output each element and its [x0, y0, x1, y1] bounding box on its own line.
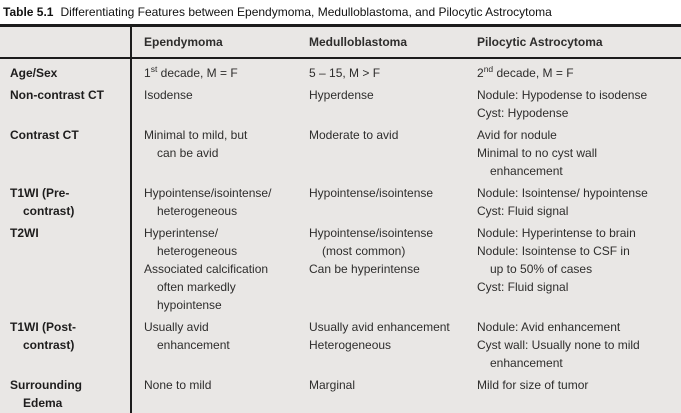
row-label [0, 224, 131, 314]
cell-line: Nodule: Isointense/ hypointense [477, 186, 648, 200]
table-header-row [0, 27, 681, 59]
cell-ependymoma [131, 224, 296, 314]
cell-line: Nodule: Hypodense to isodense [477, 88, 648, 102]
cell-line: enhancement [490, 356, 563, 370]
cell-ependymoma [131, 64, 296, 82]
cell-line: Cyst: Fluid signal [477, 280, 569, 294]
cell-ependymoma [131, 184, 296, 220]
table-row [0, 86, 681, 122]
cell-line: Nodule: Hyperintense to brain [477, 226, 636, 240]
cell-line: Moderate to avid [309, 128, 399, 142]
cell-line: Isodense [144, 88, 193, 102]
cell-line: Associated calcification [144, 262, 269, 276]
header-empty [0, 35, 131, 50]
cell-pilocytic-astrocytoma [464, 376, 681, 412]
cell-line: Hyperintense/ [144, 226, 219, 240]
cell-line: Usually avid enhancement [309, 320, 450, 334]
cell-line: heterogeneous [157, 244, 238, 258]
cell-line: Usually avid [144, 320, 209, 334]
cell-line: Hypointense/isointense [309, 226, 434, 240]
row-label-line: contrast) [23, 204, 75, 218]
cell-line: often markedly [157, 280, 236, 294]
cell-line: heterogeneous [157, 204, 238, 218]
cell-medulloblastoma [296, 126, 464, 180]
cell-pilocytic-astrocytoma [464, 64, 681, 82]
cell-line: can be avid [157, 146, 219, 160]
cell-line: Marginal [309, 378, 356, 392]
cell-line: Mild for size of tumor [477, 378, 589, 392]
table-row [0, 318, 681, 372]
cell-line: 2nd decade, M = F [477, 64, 574, 80]
row-label [0, 86, 131, 122]
table-row [0, 126, 681, 180]
cell-line: Hyperdense [309, 88, 374, 102]
table-row [0, 224, 681, 314]
cell-line: Nodule: Avid enhancement [477, 320, 621, 334]
table-caption-label: Table 5.1 [3, 5, 54, 19]
cell-ependymoma [131, 318, 296, 372]
cell-line: Cyst: Fluid signal [477, 204, 569, 218]
cell-ependymoma [131, 376, 296, 412]
cell-medulloblastoma [296, 318, 464, 372]
table-row [0, 376, 681, 412]
cell-line: None to mild [144, 378, 212, 392]
cell-medulloblastoma [296, 86, 464, 122]
row-label-line: Age/Sex [10, 66, 58, 80]
cell-medulloblastoma [296, 64, 464, 82]
row-label-line: T1WI (Post- [10, 320, 76, 334]
row-label-line: Non-contrast CT [10, 88, 104, 102]
header-pilocytic-astrocytoma: Pilocytic Astrocytoma [477, 35, 603, 49]
cell-line: Minimal to no cyst wall [477, 146, 598, 160]
cell-line: Hypointense/isointense [309, 186, 434, 200]
row-label [0, 64, 131, 82]
row-label-line: contrast) [23, 338, 75, 352]
row-label-line: T1WI (Pre- [10, 186, 70, 200]
cell-medulloblastoma [296, 376, 464, 412]
table-body [0, 59, 681, 412]
row-label-line: Contrast CT [10, 128, 79, 142]
cell-line: Minimal to mild, but [144, 128, 248, 142]
cell-line: Hypointense/isointense/ [144, 186, 272, 200]
cell-line: up to 50% of cases [490, 262, 593, 276]
row-label [0, 376, 131, 412]
header-ependymoma: Ependymoma [144, 35, 223, 49]
cell-medulloblastoma [296, 224, 464, 314]
cell-line: Cyst: Hypodense [477, 106, 569, 120]
cell-line: (most common) [322, 244, 406, 258]
cell-line: Can be hyperintense [309, 262, 420, 276]
row-label [0, 318, 131, 372]
row-label [0, 184, 131, 220]
table-row [0, 64, 681, 82]
table-row [0, 184, 681, 220]
cell-pilocytic-astrocytoma [464, 86, 681, 122]
row-label [0, 126, 131, 180]
cell-line: 5 – 15, M > F [309, 66, 381, 80]
cell-line: enhancement [490, 164, 563, 178]
column-divider-rule [130, 27, 132, 413]
table-caption [0, 0, 681, 20]
header-medulloblastoma: Medulloblastoma [309, 35, 408, 49]
cell-ependymoma [131, 126, 296, 180]
cell-line: Heterogeneous [309, 338, 392, 352]
cell-ependymoma [131, 86, 296, 122]
table-caption-text: Differentiating Features between Ependymoma, Medulloblastoma, and Pilocytic Astrocytoma [60, 5, 552, 19]
cell-line: enhancement [157, 338, 230, 352]
cell-line: hypointense [157, 298, 222, 312]
comparison-table [0, 24, 681, 413]
cell-line: 1st decade, M = F [144, 64, 238, 80]
cell-line: Avid for nodule [477, 128, 557, 142]
cell-line: Cyst wall: Usually none to mild [477, 338, 640, 352]
cell-line: Nodule: Isointense to CSF in [477, 244, 630, 258]
cell-pilocytic-astrocytoma [464, 184, 681, 220]
cell-medulloblastoma [296, 184, 464, 220]
row-label-line: Edema [23, 396, 63, 410]
cell-pilocytic-astrocytoma [464, 318, 681, 372]
cell-pilocytic-astrocytoma [464, 224, 681, 314]
cell-pilocytic-astrocytoma [464, 126, 681, 180]
row-label-line: T2WI [10, 226, 39, 240]
row-label-line: Surrounding [10, 378, 82, 392]
